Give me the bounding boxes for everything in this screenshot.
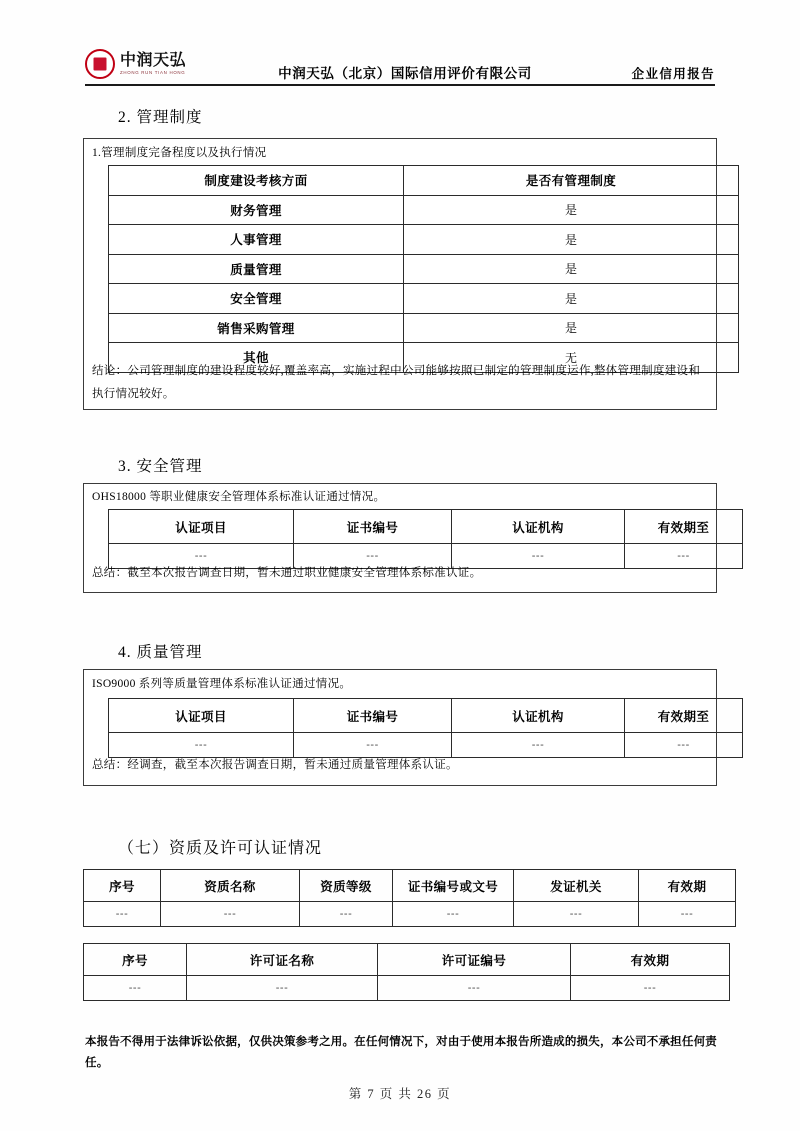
table-header-row xyxy=(109,699,743,733)
table-header-row xyxy=(84,944,730,976)
quality-summary: 总结：经调查，截至本次报告调查日期，暂未通过质量管理体系认证。 xyxy=(92,759,458,771)
cell-index: --- xyxy=(84,976,187,1001)
cell-cert-valid: --- xyxy=(625,733,743,758)
column-header-qualification-level: 资质等级 xyxy=(300,870,393,902)
footer-disclaimer: 本报告不得用于法律诉讼依据，仅供决策参考之用。在任何情况下，对由于使用本报告所造成的损失，本公司不承担任何责任。 xyxy=(85,1036,717,1070)
cell-certificate-number: --- xyxy=(393,902,514,927)
aspect-hr: 人事管理 xyxy=(109,225,404,255)
cell-cert-org: --- xyxy=(452,544,625,569)
management-system-intro: 1.管理制度完备程度以及执行情况 xyxy=(92,147,267,159)
section-heading-quality-management: 4. 质量管理 xyxy=(118,644,203,661)
cell-validity: --- xyxy=(571,976,730,1001)
cell-cert-item: --- xyxy=(109,733,294,758)
cell-validity: --- xyxy=(639,902,736,927)
column-header-license-number: 许可证编号 xyxy=(378,944,571,976)
table-row xyxy=(84,976,730,1001)
aspect-quality: 质量管理 xyxy=(109,254,404,284)
cell-cert-number: --- xyxy=(294,544,452,569)
column-header-qualification-name: 资质名称 xyxy=(161,870,300,902)
column-header-cert-item: 认证项目 xyxy=(109,699,294,733)
management-system-conclusion: 结论：公司管理制度的建设程度较好,覆盖率高，实施过程中公司能够按照已制定的管理制度运作,整体管理制度建设和执行情况较好。 xyxy=(92,365,701,400)
value-quality: 是 xyxy=(404,254,739,284)
license-table xyxy=(83,943,730,1001)
column-header-cert-item: 认证项目 xyxy=(109,510,294,544)
aspect-finance: 财务管理 xyxy=(109,195,404,225)
cell-qualification-name: --- xyxy=(161,902,300,927)
logo-pinyin-name: ZHONG RUN TIAN HONG xyxy=(120,69,186,75)
value-other: 无 xyxy=(404,343,739,373)
table-row xyxy=(109,284,739,314)
table-header-row xyxy=(109,510,743,544)
management-system-table xyxy=(108,165,739,373)
table-header-row xyxy=(109,166,739,196)
safety-management-box xyxy=(83,483,717,593)
header-company-name: 中润天弘（北京）国际信用评价有限公司 xyxy=(278,66,532,81)
management-system-box xyxy=(83,138,717,410)
qualification-table xyxy=(83,869,736,927)
column-header-cert-valid: 有效期至 xyxy=(625,510,743,544)
table-row xyxy=(109,225,739,255)
table-row xyxy=(109,254,739,284)
safety-summary: 总结：截至本次报告调查日期，暂未通过职业健康安全管理体系标准认证。 xyxy=(92,567,482,579)
cell-license-number: --- xyxy=(378,976,571,1001)
section-heading-qualification: （七）资质及许可认证情况 xyxy=(118,840,323,857)
cell-cert-valid: --- xyxy=(625,544,743,569)
value-sales-purchase: 是 xyxy=(404,313,739,343)
cell-license-name: --- xyxy=(187,976,378,1001)
column-header-aspect: 制度建设考核方面 xyxy=(109,166,404,196)
column-header-index: 序号 xyxy=(84,944,187,976)
cell-cert-item: --- xyxy=(109,544,294,569)
cell-cert-number: --- xyxy=(294,733,452,758)
column-header-validity: 有效期 xyxy=(639,870,736,902)
aspect-other: 其他 xyxy=(109,343,404,373)
safety-intro: OHS18000 等职业健康安全管理体系标准认证通过情况。 xyxy=(92,491,386,503)
cell-qualification-level: --- xyxy=(300,902,393,927)
value-hr: 是 xyxy=(404,225,739,255)
aspect-safety: 安全管理 xyxy=(109,284,404,314)
logo-text xyxy=(120,53,186,75)
cell-index: --- xyxy=(84,902,161,927)
header-document-type: 企业信用报告 xyxy=(631,67,715,81)
table-row xyxy=(84,902,736,927)
column-header-cert-valid: 有效期至 xyxy=(625,699,743,733)
quality-intro: ISO9000 系列等质量管理体系标准认证通过情况。 xyxy=(92,678,352,690)
cell-cert-org: --- xyxy=(452,733,625,758)
seal-icon xyxy=(85,49,115,79)
column-header-cert-number: 证书编号 xyxy=(294,699,452,733)
column-header-cert-org: 认证机构 xyxy=(452,699,625,733)
logo-chinese-name: 中润天弘 xyxy=(120,51,187,69)
column-header-has-system: 是否有管理制度 xyxy=(404,166,739,196)
column-header-issuing-authority: 发证机关 xyxy=(514,870,639,902)
value-finance: 是 xyxy=(404,195,739,225)
section-heading-safety-management: 3. 安全管理 xyxy=(118,458,203,475)
section-heading-management-system: 2. 管理制度 xyxy=(118,109,203,126)
aspect-sales-purchase: 销售采购管理 xyxy=(109,313,404,343)
column-header-cert-org: 认证机构 xyxy=(452,510,625,544)
table-row xyxy=(109,313,739,343)
column-header-certificate-number: 证书编号或文号 xyxy=(393,870,514,902)
safety-certification-table xyxy=(108,509,743,569)
column-header-license-name: 许可证名称 xyxy=(187,944,378,976)
column-header-index: 序号 xyxy=(84,870,161,902)
page-number: 第 7 页 共 26 页 xyxy=(348,1087,452,1101)
document-header xyxy=(85,38,715,84)
value-safety: 是 xyxy=(404,284,739,314)
table-row xyxy=(109,195,739,225)
column-header-validity: 有效期 xyxy=(571,944,730,976)
quality-certification-table xyxy=(108,698,743,758)
table-header-row xyxy=(84,870,736,902)
company-logo xyxy=(85,44,235,84)
cell-issuing-authority: --- xyxy=(514,902,639,927)
quality-management-box xyxy=(83,669,717,786)
column-header-cert-number: 证书编号 xyxy=(294,510,452,544)
header-divider xyxy=(85,84,715,86)
